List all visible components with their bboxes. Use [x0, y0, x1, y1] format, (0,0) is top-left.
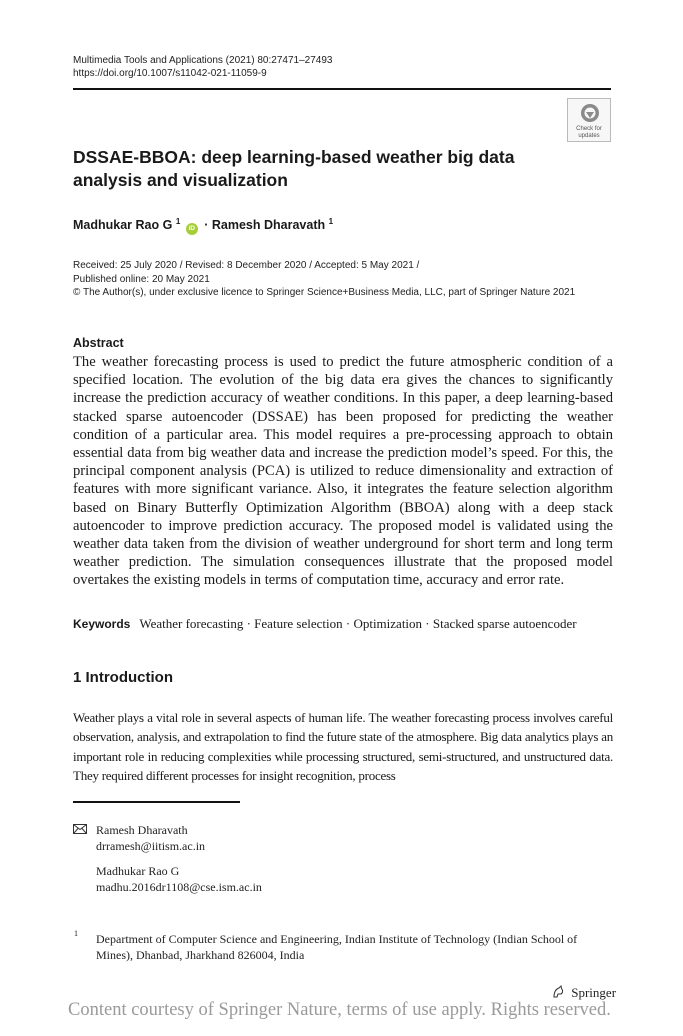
orcid-icon[interactable]: iD [186, 223, 198, 235]
publisher-name: Springer [571, 985, 617, 1000]
author-name[interactable]: Ramesh Dharavath [211, 218, 326, 233]
keywords [73, 616, 577, 632]
author-separator: · [204, 218, 209, 233]
email-link[interactable]: madhu.2016dr1108@cse.ism.ac.in [96, 880, 262, 894]
courtesy-watermark: Content courtesy of Springer Nature, terms of use apply. Rights reserved. [68, 1000, 611, 1020]
footnote-rule [73, 801, 240, 803]
publication-history [73, 259, 575, 300]
header-rule [73, 88, 611, 90]
author-list [73, 217, 333, 235]
corresponding-author: Ramesh Dharavath [96, 823, 188, 837]
email-link[interactable]: drramesh@iitism.ac.in [96, 839, 206, 853]
abstract-text: The weather forecasting process is used to predict the future atmospheric condition of a specified location. The evolution of the big data era gives the chances to significantly increase the prediction accuracy of weather conditions. In this paper, a deep learning-based stacked sparse autoencoder (DSSAE) has been proposed for predicting the weather condition of a particular area. This model requires a pre-processing approach to obtain essential data from big weather data and increase the prediction model’s speed. For this, the principal component analysis (PCA) is utilized to reduce dimensionality and extraction of features with more significant variance. Also, it integrates the feature selection algorithm based on Binary Butterfly Optimization Algorithm (BBOA) along with a deep stack autoencoder to improve prediction accuracy. The proposed model is validated using the weather data taken from the division of weather underground for short term and long term weather prediction. The simulation consequences illustrate that the proposed model overtakes the existing models in terms of computation time, accuracy and error rate. [73, 354, 613, 589]
journal-citation: Multimedia Tools and Applications (2021) 80:27471–27493 [73, 55, 333, 66]
coauthor-name: Madhukar Rao G [96, 864, 180, 878]
section-text: Weather plays a vital role in several aspects of human life. The weather forecasting process involves careful observation, analysis, and extrapolation to find the future state of the atmosphere. Big data analytics plays an important role in reducing complexities while processing structured, semi-structured, and unstructured data. They required different processes for insight recognition, process [73, 710, 613, 783]
affiliation-marker: 1 [328, 217, 334, 226]
springer-horse-icon [551, 985, 565, 999]
dates-line: Received: 25 July 2020 / Revised: 8 December 2020 / Accepted: 5 May 2021 / [73, 260, 420, 271]
springer-logo [551, 985, 616, 1001]
abstract-heading: Abstract [73, 336, 124, 350]
bookmark-icon [579, 102, 601, 126]
badge-line-1: Check for [576, 126, 602, 132]
affiliation-number: 1 [74, 929, 78, 938]
check-for-updates-badge[interactable] [567, 98, 611, 142]
paper-title: DSSAE-BBOA: deep learning-based weather big data analysis and visualization [73, 147, 515, 190]
envelope-icon [73, 824, 87, 834]
badge-line-2: updates [578, 133, 600, 139]
copyright-line: © The Author(s), under exclusive licence to Springer Science+Business Media, LLC, part of Springer Nature 2021 [73, 287, 576, 298]
affiliation-marker: 1 [175, 217, 181, 226]
dates-line: Published online: 20 May 2021 [73, 273, 210, 285]
affiliation-text: Department of Computer Science and Engineering, Indian Institute of Technology (Indian School of Mines), Dhanbad, Jharkhand 826004, India [96, 932, 578, 962]
author-name[interactable]: Madhukar Rao G [73, 218, 173, 233]
keywords-list: Weather forecasting · Feature selection · Optimization · Stacked sparse autoencoder [139, 616, 577, 631]
section-heading: 1 Introduction [73, 669, 173, 686]
keywords-label: Keywords [73, 617, 131, 631]
doi-link[interactable]: https://doi.org/10.1007/s11042-021-11059-9 [73, 68, 267, 79]
